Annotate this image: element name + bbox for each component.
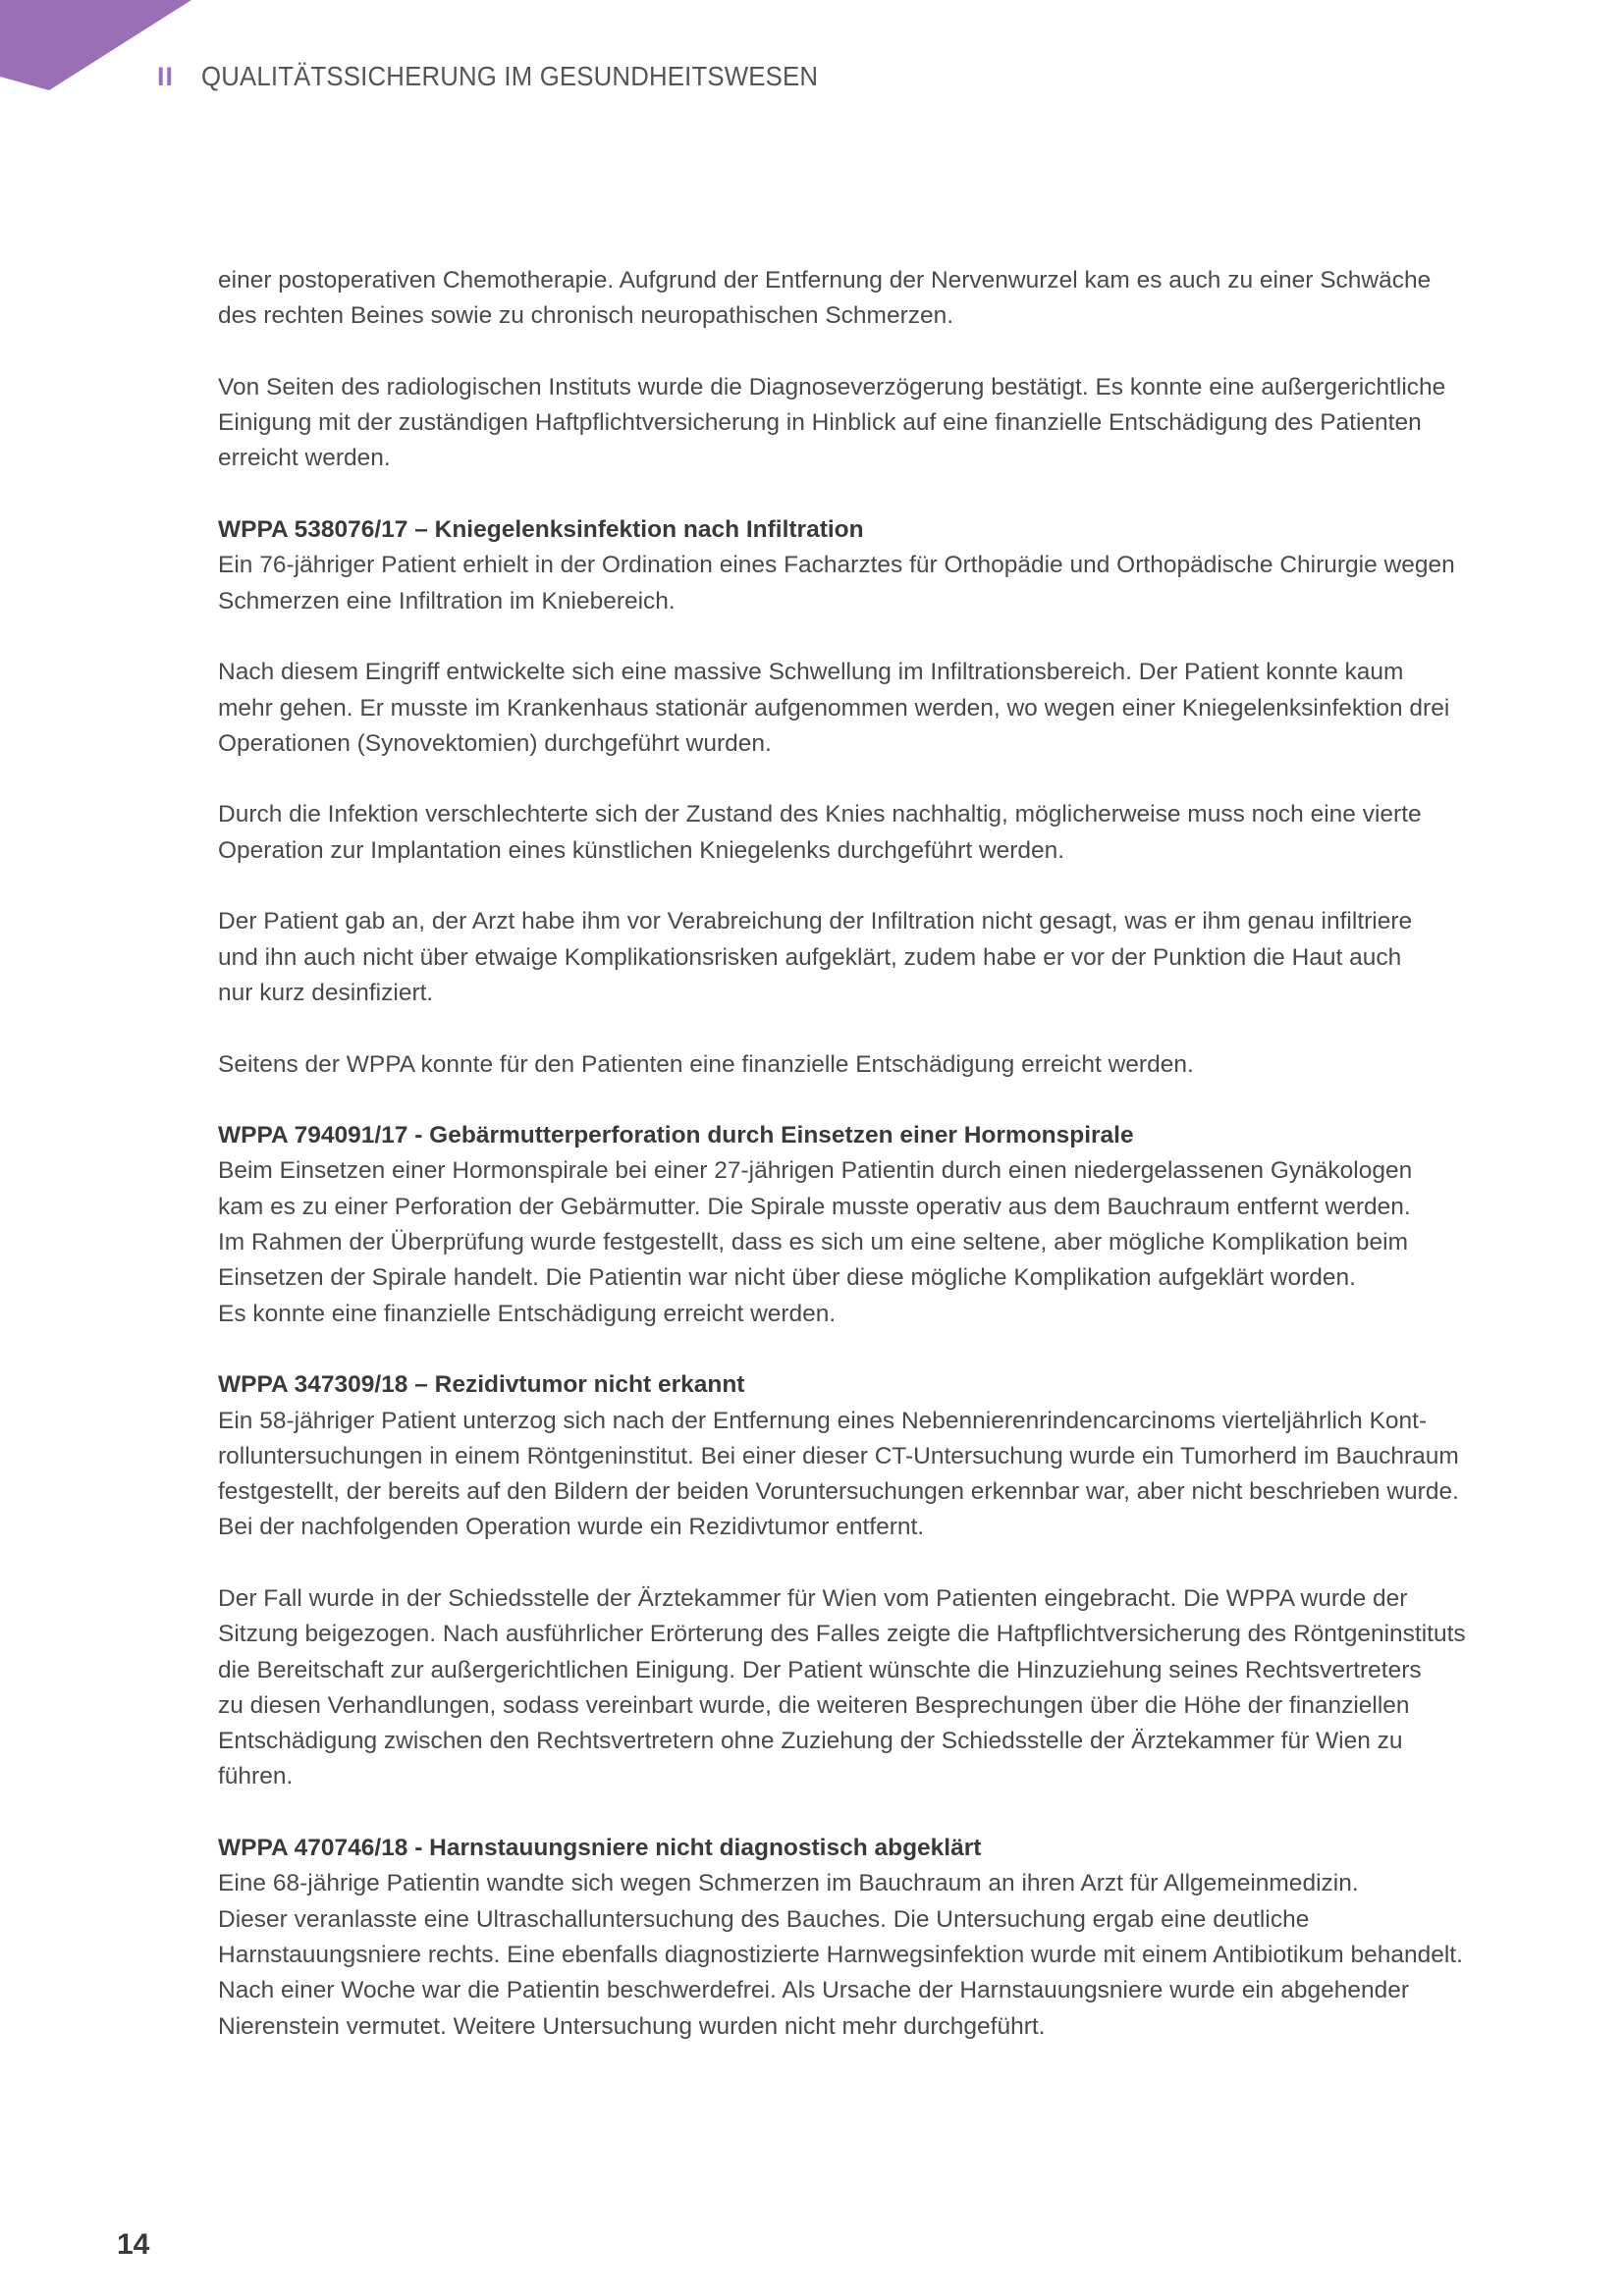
page-number: 14 bbox=[117, 2228, 150, 2261]
main-content bbox=[218, 263, 1514, 2045]
intro-paragraph-1 bbox=[218, 263, 1514, 335]
text-line: Von Seiten des radiologischen Instituts wurde die Diagnoseverzögerung bestätigt. Es konnte eine außergerichtliche bbox=[218, 373, 1446, 400]
text-line: Einigung mit der zuständigen Haftpflichtversicherung in Hinblick auf eine finanzielle Entschädigung des Patienten bbox=[218, 409, 1422, 437]
case-heading-794091: WPPA 794091/17 - Gebärmutterperforation durch Einsetzen einer Hormonspirale bbox=[218, 1122, 1134, 1149]
text-line: mehr gehen. Er musste im Krankenhaus stationär aufgenommen werden, wo wegen einer Kniegelenksinfektion drei bbox=[218, 694, 1450, 721]
case1-paragraph-2 bbox=[218, 655, 1514, 762]
text-line: und ihn auch nicht über etwaige Komplikationsrisken aufgeklärt, zudem habe er vor der Punktion die Haut auch bbox=[218, 943, 1402, 971]
text-line: Einsetzen der Spirale handelt. Die Patientin war nicht über diese mögliche Komplikation aufgeklärt worden. bbox=[218, 1264, 1356, 1292]
text-line: Im Rahmen der Überprüfung wurde festgestellt, dass es sich um eine seltene, aber mögliche Komplikation beim bbox=[218, 1229, 1408, 1256]
text-line: Entschädigung zwischen den Rechtsvertretern ohne Zuziehung der Schiedsstelle der Ärztekammer für Wien zu bbox=[218, 1728, 1403, 1755]
text-line: Eine 68-jährige Patientin wandte sich wegen Schmerzen im Bauchraum an ihren Arzt für Allgemeinmedizin. bbox=[218, 1870, 1359, 1897]
case1-paragraph-4 bbox=[218, 904, 1514, 1011]
text-line: Dieser veranlasste eine Ultraschalluntersuchung des Bauches. Die Untersuchung ergab eine deutliche bbox=[218, 1905, 1310, 1933]
text-line: Der Patient gab an, der Arzt habe ihm vor Verabreichung der Infiltration nicht gesagt, was er ihm genau infiltriere bbox=[218, 908, 1413, 935]
text-line: kam es zu einer Perforation der Gebärmutter. Die Spirale musste operativ aus dem Bauchraum entfernt werden. bbox=[218, 1193, 1411, 1220]
text-line: die Bereitschaft zur außergerichtlichen Einigung. Der Patient wünschte die Hinzuziehung seines Rechtsvertreters bbox=[218, 1656, 1422, 1683]
text-line: Nierenstein vermutet. Weitere Untersuchung wurden nicht mehr durchgeführt. bbox=[218, 2012, 1046, 2040]
case4-paragraph-1 bbox=[218, 1866, 1514, 2044]
intro-paragraph-2 bbox=[218, 370, 1514, 477]
text-line: Operation zur Implantation eines künstlichen Kniegelenks durchgeführt werden. bbox=[218, 836, 1065, 864]
text-line: Beim Einsetzen einer Hormonspirale bei einer 27-jährigen Patientin durch einen niedergelassenen Gynäkologen bbox=[218, 1157, 1413, 1185]
text-line: Ein 76-jähriger Patient erhielt in der Ordination eines Facharztes für Orthopädie und Orthopädische Chirurgie wegen bbox=[218, 552, 1455, 579]
text-line: Harnstauungsniere rechts. Eine ebenfalls diagnostizierte Harnwegsinfektion wurde mit einem Antibiotikum behandelt. bbox=[218, 1941, 1463, 1968]
text-line: führen. bbox=[218, 1763, 294, 1790]
case-heading-538076: WPPA 538076/17 – Kniegelenksinfektion nach Infiltration bbox=[218, 516, 864, 544]
case3-paragraph-1 bbox=[218, 1404, 1514, 1546]
text-line: rolluntersuchungen in einem Röntgeninstitut. Bei einer dieser CT-Untersuchung wurde ein Tumorherd im Bauchraum bbox=[218, 1442, 1459, 1469]
text-line: Nach diesem Eingriff entwickelte sich eine massive Schwellung im Infiltrationsbereich. Der Patient konnte kaum bbox=[218, 659, 1404, 686]
text-line: Der Fall wurde in der Schiedsstelle der Ärztekammer für Wien vom Patienten eingebracht. Die WPPA wurde der bbox=[218, 1584, 1408, 1612]
text-line: Seitens der WPPA konnte für den Patienten eine finanzielle Entschädigung erreicht werden. bbox=[218, 1050, 1194, 1078]
text-line: Durch die Infektion verschlechterte sich der Zustand des Knies nachhaltig, möglicherweise muss noch eine vierte bbox=[218, 801, 1422, 828]
chapter-number: II bbox=[157, 61, 175, 91]
text-line: Schmerzen eine Infiltration im Kniebereich. bbox=[218, 587, 676, 614]
text-line: Es konnte eine finanzielle Entschädigung erreicht werden. bbox=[218, 1300, 837, 1327]
text-line: Sitzung beigezogen. Nach ausführlicher Erörterung des Falles zeigte die Haftpflichtversicherung des Röntgeninstituts bbox=[218, 1621, 1466, 1648]
text-line: Ein 58-jähriger Patient unterzog sich nach der Entfernung eines Nebennierenrindencarcinoms vierteljährlich Kont- bbox=[218, 1407, 1428, 1434]
case-heading-347309: WPPA 347309/18 – Rezidivtumor nicht erkannt bbox=[218, 1371, 745, 1399]
text-line: festgestellt, der bereits auf den Bildern der beiden Voruntersuchungen erkennbar war, aber nicht beschrieben wurde. bbox=[218, 1478, 1459, 1506]
text-line: Bei der nachfolgenden Operation wurde ein Rezidivtumor entfernt. bbox=[218, 1514, 925, 1541]
case3-paragraph-2 bbox=[218, 1581, 1514, 1795]
case2-paragraph-1 bbox=[218, 1153, 1514, 1331]
text-line: zu diesen Verhandlungen, sodass vereinbart wurde, die weiteren Besprechungen über die Höhe der finanziellen bbox=[218, 1691, 1410, 1719]
chapter-title: QUALITÄTSSICHERUNG IM GESUNDHEITSWESEN bbox=[201, 61, 819, 91]
text-line: einer postoperativen Chemotherapie. Aufgrund der Entfernung der Nervenwurzel kam es auch zu einer Schwäche bbox=[218, 267, 1432, 294]
case1-paragraph-5 bbox=[218, 1047, 1514, 1083]
page-header bbox=[157, 57, 872, 96]
text-line: Operationen (Synovektomien) durchgeführt wurden. bbox=[218, 729, 772, 757]
case1-paragraph-3 bbox=[218, 797, 1514, 869]
text-line: nur kurz desinfiziert. bbox=[218, 979, 434, 1006]
text-line: erreicht werden. bbox=[218, 445, 391, 472]
text-line: Nach einer Woche war die Patientin beschwerdefrei. Als Ursache der Harnstauungsniere wurde ein abgehender bbox=[218, 1977, 1409, 2004]
case-heading-470746: WPPA 470746/18 - Harnstauungsniere nicht diagnostisch abgeklärt bbox=[218, 1835, 982, 1862]
case1-paragraph-1 bbox=[218, 548, 1514, 619]
text-line: des rechten Beines sowie zu chronisch neuropathischen Schmerzen. bbox=[218, 302, 954, 330]
